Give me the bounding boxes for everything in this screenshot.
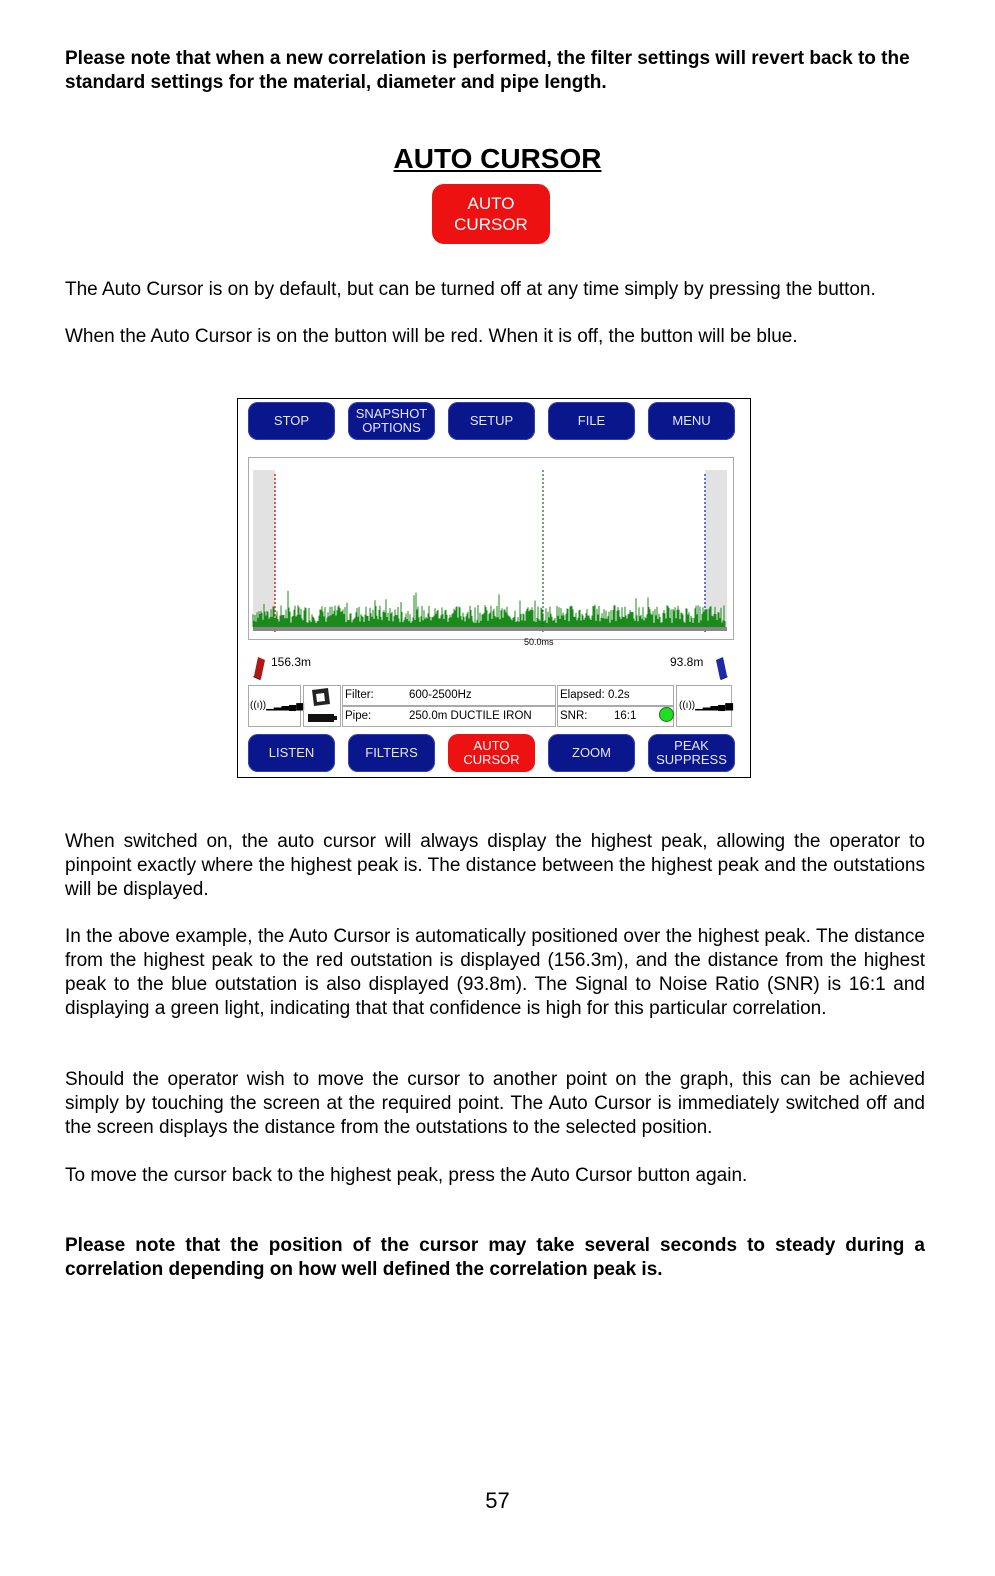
red-signal-panel [248, 685, 304, 727]
paragraph-default: The Auto Cursor is on by default, but can be turned off at any time simply by pressing the button. [65, 279, 876, 300]
battery-panel [303, 685, 341, 727]
blue-outstation-icon [712, 655, 730, 681]
page-number: 57 [485, 1488, 510, 1513]
bottom-note: Please note that the position of the cursor may take several seconds to steady during a correlation depending on how well defined the correlation peak is. [65, 1235, 925, 1280]
snr-indicator-light [659, 707, 674, 722]
filter-value: 600-2500Hz [409, 689, 472, 701]
filters-button[interactable]: FILTERS [348, 734, 435, 772]
file-button[interactable]: FILE [548, 402, 635, 440]
pipe-cell: Pipe: 250.0m DUCTILE IRON [342, 706, 556, 727]
stop-button[interactable]: STOP [248, 402, 335, 440]
time-label: 50.0ms [524, 637, 554, 647]
correlation-graph[interactable] [248, 457, 734, 640]
elapsed-cell: Elapsed: 0.2s [557, 685, 674, 706]
snapshot-options-button[interactable]: SNAPSHOT OPTIONS [348, 402, 435, 440]
blue-distance: 93.8m [670, 655, 704, 669]
setup-button[interactable]: SETUP [448, 402, 535, 440]
blue-outstation-zone [705, 470, 727, 628]
paragraph-return: To move the cursor back to the highest peak, press the Auto Cursor button again. [65, 1165, 748, 1186]
correlation-plot[interactable] [249, 458, 733, 639]
snr-cell: SNR: 16:1 [557, 706, 674, 727]
menu-button[interactable]: MENU [648, 402, 735, 440]
paragraph-colors: When the Auto Cursor is on the button will be red. When it is off, the button will be blue. [65, 326, 798, 347]
red-outstation-icon [250, 655, 268, 681]
paragraph-highest-peak: When switched on, the auto cursor will always display the highest peak, allowing the operator to pinpoint exactly where the highest peak is. The distance between the highest peak and the outstations will be displayed. [65, 831, 925, 900]
auto-cursor-button[interactable]: AUTO CURSOR [448, 734, 535, 772]
filter-cell: Filter: 600-2500Hz [342, 685, 556, 706]
peak-suppress-button[interactable]: PEAK SUPPRESS [648, 734, 735, 772]
battery-icon [304, 686, 340, 726]
listen-button[interactable]: LISTEN [248, 734, 335, 772]
auto-cursor-button-sample: AUTO CURSOR [432, 184, 550, 244]
paragraph-example: In the above example, the Auto Cursor is automatically positioned over the highest peak. The distance from the highest peak to the red outstation is displayed (156.3m), and the distance from the highest peak to the blue outstation is also displayed (93.8m). The Signal to Noise Ratio (SNR) is 16:1 and displaying a green light, indicating that that confidence is high for this particular correlation. [65, 926, 925, 1019]
paragraph-move-cursor: Should the operator wish to move the cursor to another point on the graph, this can be achieved simply by touching the screen at the required point. The Auto Cursor is immediately switched off and the screen displays the distance from the outstations to the selected position. [65, 1069, 925, 1138]
blue-signal-panel [676, 685, 732, 727]
pipe-value: 250.0m DUCTILE IRON [409, 710, 532, 722]
blue-signal-strength-icon: ((ı))▁▂▃▄▅ [679, 700, 733, 711]
correlator-screenshot [237, 398, 751, 778]
section-heading: AUTO CURSOR [393, 143, 602, 174]
top-note: Please note that when a new correlation is performed, the filter settings will revert back to the standard settings for the material, diameter and pipe length. [65, 48, 910, 93]
snr-value: 16:1 [614, 710, 637, 722]
signal-trace [253, 591, 725, 627]
red-distance: 156.3m [271, 655, 312, 669]
signal-noise [253, 591, 725, 627]
red-signal-strength-icon: ((ı))▁▂▃▄▅ [250, 700, 304, 711]
zoom-button[interactable]: ZOOM [548, 734, 635, 772]
